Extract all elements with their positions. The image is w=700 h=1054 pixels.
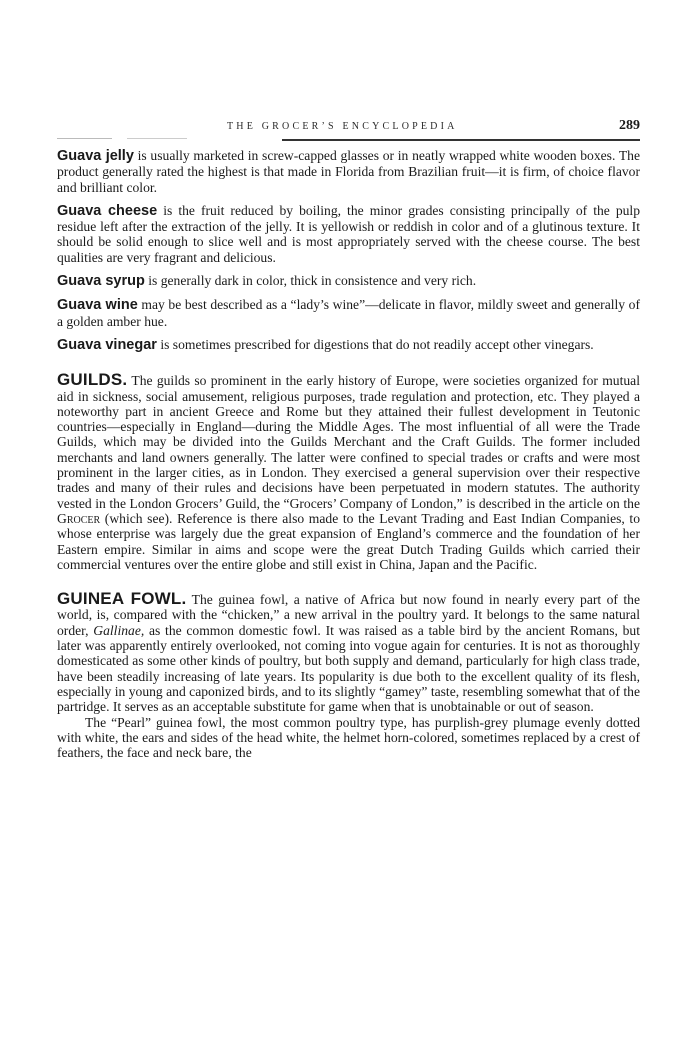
entry-guava-cheese: [57, 203, 640, 265]
entry-term: Guava vinegar: [57, 336, 157, 353]
running-title: THE GROCER’S ENCYCLOPEDIA: [227, 121, 458, 132]
header-rule: [282, 139, 640, 141]
entry-text: is the fruit reduced by boiling, the minor grades consisting principally of the pulp residue left after the extraction of the jelly. It is yellowish or reddish in color and of a glutinous texture. It should be solid enough to slice well and is most appropriately served with the cheese course. The best qualities are very fragrant and delicious.: [57, 202, 641, 265]
entry-text: as the common domestic fowl. It was raised as a table bird by the ancient Romans, but later was apparently entirely overlooked, not coming into vogue again for centuries. It is not as thoroughly domesticated as some other kinds of poultry, but both supply and demand, particularly for high class trade, have been steadily increasing of late years. Its popularity is due both to the excellent quality of its flesh, especially in young and caponized birds, and to its slightly “gamey” taste, resembling somewhat that of the partridge. It serves as an acceptable substitute for game when that is unobtainable or out of season.: [57, 622, 640, 715]
entry-guinea-fowl: [57, 591, 640, 714]
entry-guava-wine: [57, 297, 640, 329]
running-header: [57, 118, 640, 140]
entry-guinea-fowl-paragraph-2: [57, 715, 640, 761]
entry-text: The guinea fowl, a native of Africa but now found in nearly every part of the world, is, compared with the “chicken,” a new arrival in the poultry yard. It belongs to the same natural order,: [57, 592, 640, 638]
entry-guava-jelly: [57, 148, 640, 195]
encyclopedia-page: [57, 118, 640, 760]
entry-text: is generally dark in color, thick in consistence and very rich.: [144, 273, 477, 289]
cross-reference-link[interactable]: Grocer: [57, 510, 101, 526]
entry-text: (which see). Reference is there also made to the Levant Trading and East Indian Companies, to whose enterprise was largely due the great expansion of England’s commerce and the foundation of her Eastern empire. Similar in aims and scope were the great Dutch Trading Guilds which carried their commercial ventures over the entire globe and still exist in China, Japan and the Pacific.: [57, 510, 640, 572]
entry-text: is sometimes prescribed for digestions that do not readily accept other vinegars.: [156, 336, 594, 352]
entry-text: The “Pearl” guinea fowl, the most common poultry type, has purplish-grey plumage evenly dotted with white, the ears and sides of the head white, the helmet horn-colored, sometimes replaced by a crest of feathers, the face and neck bare, the: [57, 714, 640, 761]
scientific-name: Gallinae,: [93, 622, 145, 638]
entry-text: may be best described as a “lady’s wine”—delicate in flavor, mildly sweet and generally of a golden amber hue.: [57, 297, 640, 329]
entry-text: The guilds so prominent in the early history of Europe, were societies organized for mutual aid in sickness, social amusement, religious purposes, trade regulation and protection, etc. They played a noteworthy part in ancient Greece and Rome but they attained their fullest development in Teutonic countries—especially in England—during the Middle Ages. The most influential of all were the Trade Guilds, which may be divided into the Guilds Merchant and the Craft Guilds. The former included merchants and land owners generally. The latter were confined to special trades or crafts and were most prominent in the larger cities, as in London. They exercised a general supervision over their respective trades and many of their rules and decisions have been perpetuated in modern statutes. The authority vested in the London Grocers’ Guild, the “Grocers’ Company of London,” is described in the article on the: [57, 373, 640, 511]
entry-term: Guava jelly: [57, 148, 134, 164]
entry-guava-vinegar: [57, 337, 640, 353]
entry-text: is usually marketed in screw-capped glasses or in neatly wrapped white wooden boxes. The product generally rated the highest is that made in Florida from Brazilian fruit—it is firm, of choice flavor and brilliant color.: [57, 148, 640, 195]
entry-term: Guava syrup: [57, 273, 145, 290]
entry-guava-syrup: [57, 273, 640, 289]
entry-heading: GUINEA FOWL.: [57, 589, 187, 609]
entry-term: Guava cheese: [57, 202, 158, 219]
header-rule-fragment: [57, 138, 112, 139]
entry-guilds: [57, 372, 640, 572]
entry-heading: GUILDS.: [57, 370, 128, 390]
entry-term: Guava wine: [57, 297, 138, 314]
header-rule-fragment: [127, 138, 187, 139]
page-number: 289: [619, 118, 640, 133]
